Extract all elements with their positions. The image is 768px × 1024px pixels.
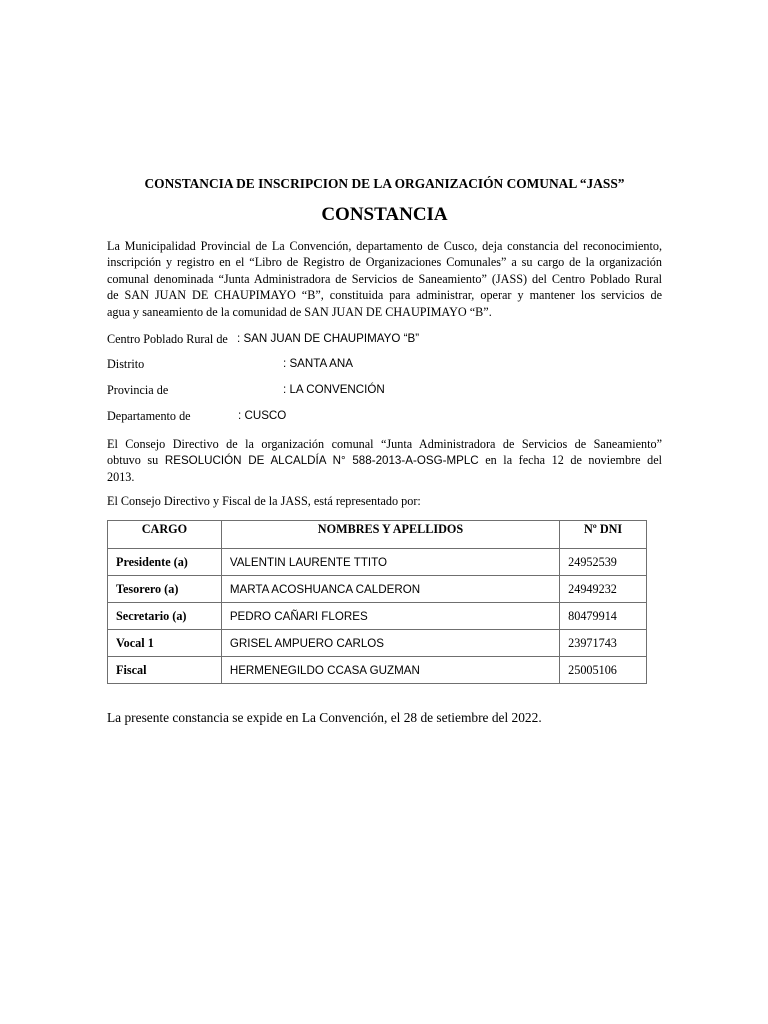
consejo-prefix: obtuvo su [107,453,159,468]
intro-line: La Municipalidad Provincial de La Convención, departamento de Cusco, deja constancia del reconocimiento, [107,239,662,253]
consejo-line: El Consejo Directivo de la organización comunal “Junta Administradora de Servicios de Saneamiento” [107,437,662,451]
field-value: : LA CONVENCIÓN [283,383,385,396]
resolution-number: RESOLUCIÓN DE ALCALDÍA N° 588-2013-A-OSG-MPLC [164,454,479,468]
intro-line: agua y saneamiento de la comunidad de SAN JUAN DE CHAUPIMAYO “B”. [107,304,492,319]
header-nombres: NOMBRES Y APELLIDOS [221,521,559,549]
cell-dni: 24952539 [560,549,647,576]
field-label: Departamento de [107,409,191,423]
document-heading: CONSTANCIA DE INSCRIPCION DE LA ORGANIZACIÓN COMUNAL “JASS” [144,176,625,191]
cell-cargo: Vocal 1 [108,630,222,657]
field-value: : SANTA ANA [283,357,354,370]
field-value: : CUSCO [238,409,287,422]
cell-dni: 23971743 [560,630,647,657]
cell-nombre: HERMENEGILDO CCASA GUZMAN [221,657,559,684]
table-row [108,657,647,684]
field-label: Provincia de [107,383,169,397]
table-row [108,549,647,576]
closing-statement: La presente constancia se expide en La Convención, el 28 de setiembre del 2022. [107,710,542,725]
field-value: : SAN JUAN DE CHAUPIMAYO “B” [237,332,420,345]
document-title: CONSTANCIA [321,204,448,225]
cell-cargo: Fiscal [108,657,222,684]
cell-nombre: GRISEL AMPUERO CARLOS [221,630,559,657]
table-header-row [108,521,647,549]
consejo-line: 2013. [107,469,135,484]
members-table [107,520,647,684]
cell-cargo: Presidente (a) [108,549,222,576]
cell-dni: 24949232 [560,576,647,603]
cell-cargo: Secretario (a) [108,603,222,630]
intro-paragraph [107,238,662,320]
represented-text: El Consejo Directivo y Fiscal de la JASS, está representado por: [107,494,421,508]
table-row [108,630,647,657]
field-label: Centro Poblado Rural de [107,332,228,346]
cell-dni: 80479914 [560,603,647,630]
table-row [108,603,647,630]
cell-nombre: MARTA ACOSHUANCA CALDERON [221,576,559,603]
table-row [108,576,647,603]
intro-line: de SAN JUAN DE CHAUPIMAYO “B”, constituida para administrar, operar y mantener los servicios de [107,288,662,303]
consejo-line [107,452,662,468]
intro-line: comunal denominada “Junta Administradora de Servicios de Saneamiento” (JASS) del Centro Poblado Rural [107,271,662,286]
consejo-suffix: en la fecha 12 de noviembre del [485,453,663,468]
cell-dni: 25005106 [560,657,647,684]
cell-cargo: Tesorero (a) [108,576,222,603]
field-label: Distrito [107,357,145,371]
cell-nombre: VALENTIN LAURENTE TTITO [221,549,559,576]
header-dni: Nº DNI [560,521,647,549]
consejo-paragraph [107,436,662,485]
intro-line: inscripción y registro en el “Libro de Registro de Organizaciones Comunales” a su cargo de la organización [107,255,662,270]
cell-nombre: PEDRO CAÑARI FLORES [221,603,559,630]
header-cargo: CARGO [108,521,222,549]
